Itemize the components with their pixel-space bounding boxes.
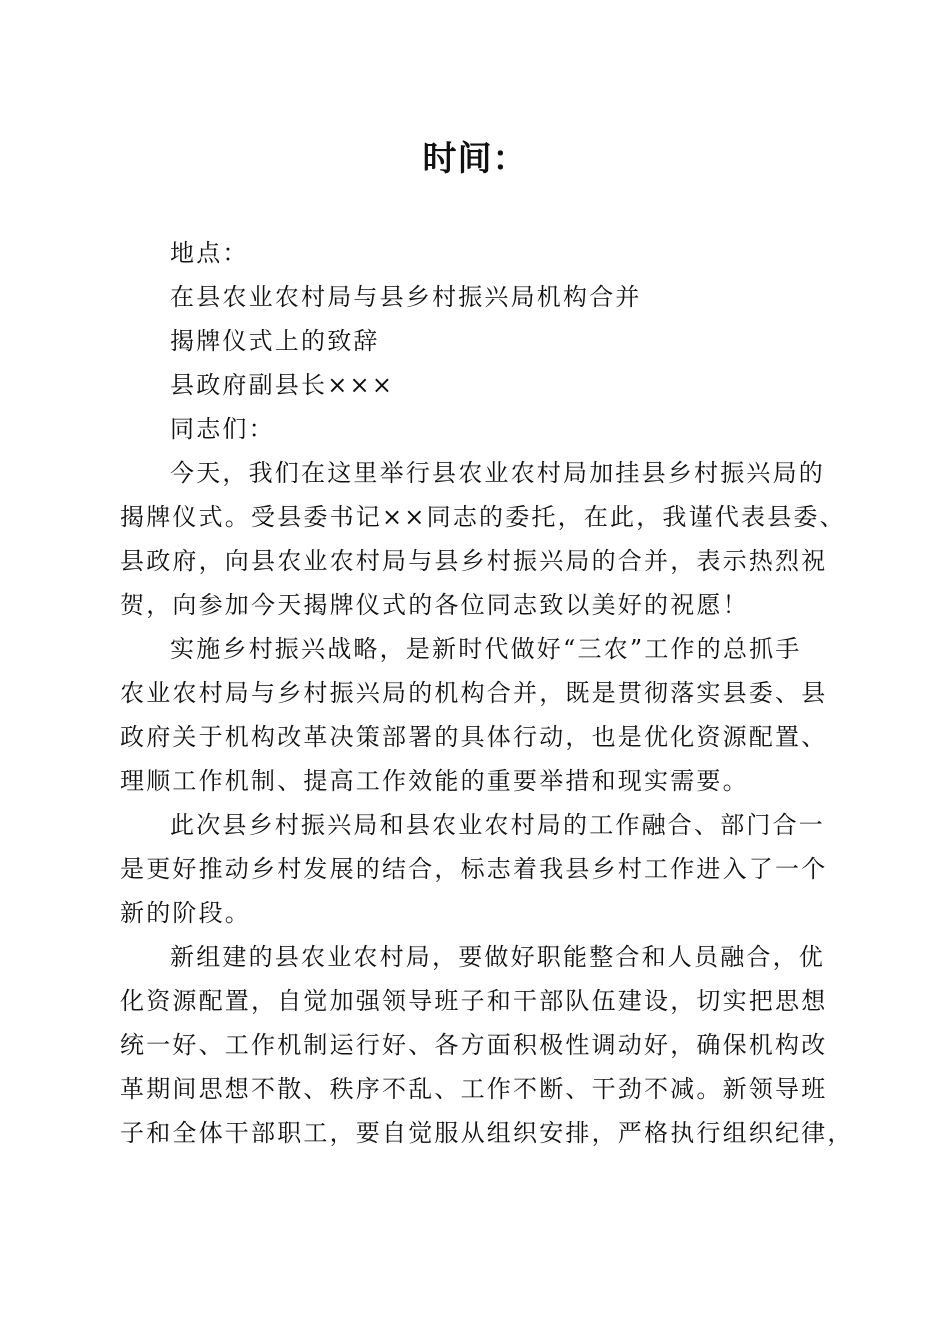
speaker-line: 县政府副县长××× <box>170 371 395 399</box>
paragraph-2-line-4: 理顺工作机制、提高工作效能的重要举措和现实需要。 <box>120 767 749 795</box>
heading-line-1: 在县农业农村局与县乡村振兴局机构合并 <box>170 283 642 311</box>
location-label: 地点： <box>170 239 249 267</box>
salutation-line: 同志们： <box>170 415 275 443</box>
paragraph-2-line-2: 农业农村局与乡村振兴局的机构合并，既是贯彻落实县委、县 <box>120 679 828 707</box>
paragraph-3-line-1: 此次县乡村振兴局和县农业农村局的工作融合、部门合一 <box>170 811 825 839</box>
paragraph-4-line-5: 子和全体干部职工，要自觉服从组织安排，严格执行组织纪律， <box>120 1119 854 1147</box>
paragraph-1-line-3: 县政府，向县农业农村局与县乡村振兴局的合并，表示热烈祝 <box>120 547 828 575</box>
document-title: 时间： <box>422 139 528 179</box>
paragraph-1-line-1: 今天，我们在这里举行县农业农村局加挂县乡村振兴局的 <box>170 459 825 487</box>
paragraph-4-line-2: 化资源配置，自觉加强领导班子和干部队伍建设，切实把思想 <box>120 987 828 1015</box>
paragraph-2-line-3: 政府关于机构改革决策部署的具体行动，也是优化资源配置、 <box>120 723 828 751</box>
document-body <box>120 231 854 1155</box>
paragraph-2-line-1: 实施乡村振兴战略，是新时代做好“三农”工作的总抓手 <box>170 635 802 663</box>
paragraph-4-line-1: 新组建的县农业农村局，要做好职能整合和人员融合，优 <box>170 943 825 971</box>
paragraph-4-line-4: 革期间思想不散、秩序不乱、工作不断、干劲不减。新领导班 <box>120 1075 828 1103</box>
paragraph-3-line-2: 是更好推动乡村发展的结合，标志着我县乡村工作进入了一个 <box>120 855 828 883</box>
paragraph-1-line-2: 揭牌仪式。受县委书记××同志的委托，在此，我谨代表县委、 <box>120 503 846 531</box>
paragraph-1-line-4: 贺，向参加今天揭牌仪式的各位同志致以美好的祝愿！ <box>120 591 749 619</box>
paragraph-4-line-3: 统一好、工作机制运行好、各方面积极性调动好，确保机构改 <box>120 1031 828 1059</box>
heading-line-2: 揭牌仪式上的致辞 <box>170 327 380 355</box>
paragraph-3-line-3: 新的阶段。 <box>120 899 251 927</box>
